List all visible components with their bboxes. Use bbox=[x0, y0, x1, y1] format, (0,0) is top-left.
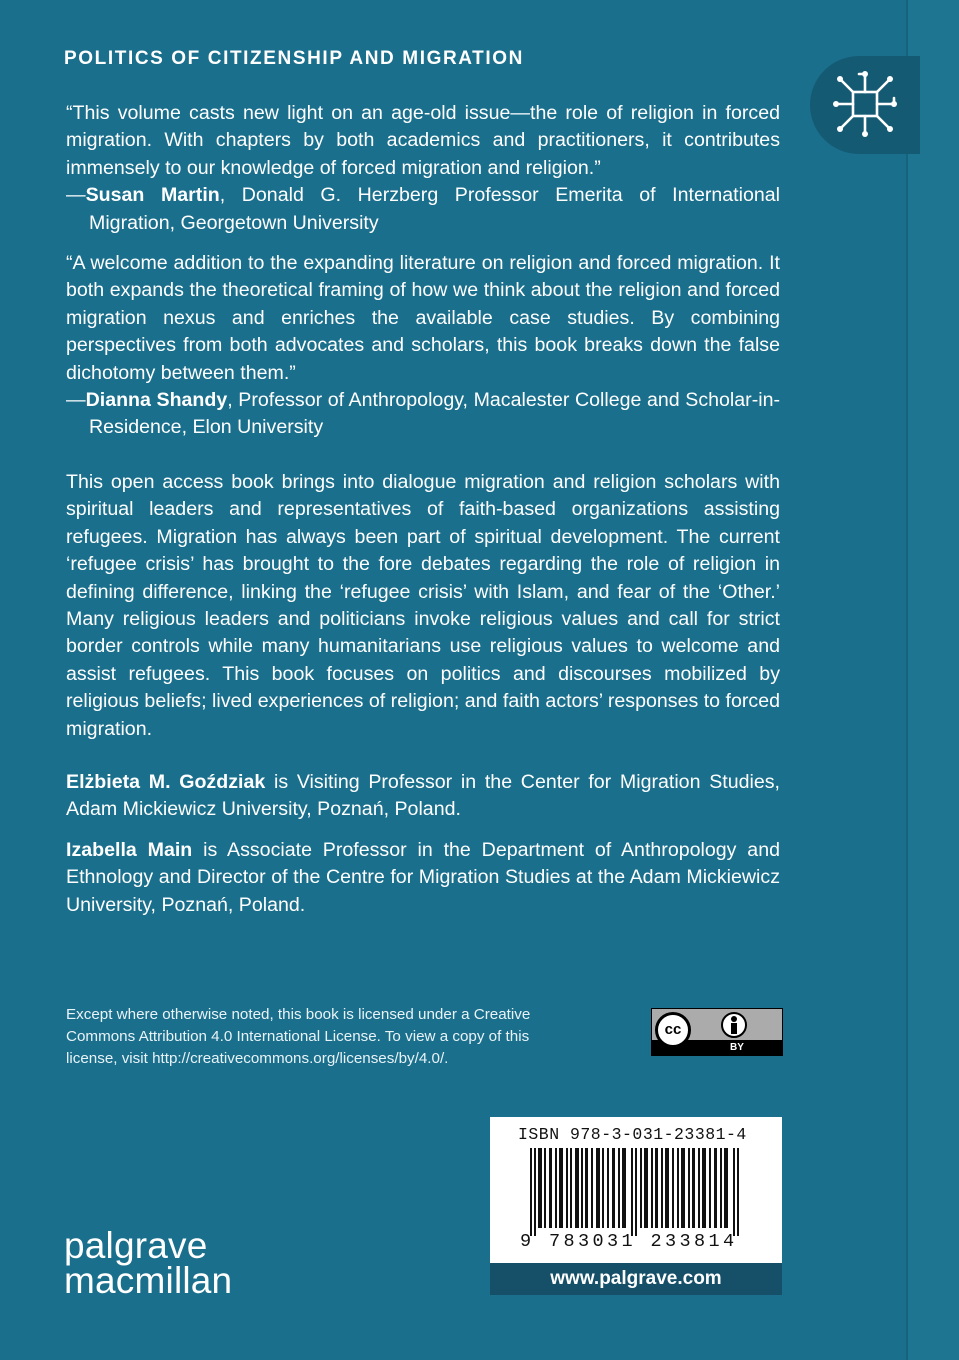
quote-2-affiliation: , Professor of Anthropology, Macalester College and Scholar-in-Residence, Elon University bbox=[89, 389, 780, 439]
quote-1-text: “This volume casts new light on an age-old issue—the role of religion in forced migration. With chapters by both academics and practitioners, it contributes immensely to our knowledge of forced migration and religion.” bbox=[66, 102, 780, 179]
isbn-label: ISBN 978-3-031-23381-4 bbox=[518, 1125, 747, 1144]
author-1-name: Elżbieta M. Goździak bbox=[66, 770, 266, 793]
quote-1-attribution bbox=[66, 182, 780, 237]
quote-2-attribution bbox=[66, 387, 780, 442]
publisher-name-line1: palgrave bbox=[64, 1225, 208, 1266]
publisher-name-line2: macmillan bbox=[64, 1260, 233, 1301]
back-cover-text bbox=[66, 100, 780, 919]
quote-2-text: “A welcome addition to the expanding literature on religion and forced migration. It both expands the theoretical framing of how we think about the religion and forced migration nexus and enriches the available case studies. By combining perspectives from both advocates and scholars, this book breaks down the false dichotomy between them.” bbox=[66, 252, 780, 384]
publisher-logo bbox=[64, 1225, 233, 1301]
attribution-person-icon bbox=[721, 1012, 747, 1038]
quote-1-affiliation: , Donald G. Herzberg Professor Emerita of International Migration, Georgetown University bbox=[89, 184, 781, 234]
book-description: This open access book brings into dialogue migration and religion scholars with spiritual leaders and representatives of faith-based organizations assisting refugees. Migration has always been part of spiritual development. The current ‘refugee crisis’ has brought to the fore debates regarding the role of religion in defining difference, linking the ‘refugee crisis’ with Islam, and fear of the ‘Other.’ Many religious leaders and politicians invoke religious values and call for strict border controls while many humanitarians use religious values to welcome and assist refugees. This book focuses on politics and discourses mobilized by religious beliefs; lived experiences of religion; and faith actors’ responses to forced migration. bbox=[66, 470, 780, 740]
quote-1-name: Susan Martin bbox=[85, 184, 220, 207]
author-1-bio: is Visiting Professor in the Center for Migration Studies, Adam Mickiewicz University, Poznań, Poland. bbox=[66, 770, 780, 821]
series-title: POLITICS OF CITIZENSHIP AND MIGRATION bbox=[64, 48, 524, 69]
isbn-barcode-box bbox=[490, 1117, 782, 1263]
quote-2-dash: — bbox=[66, 389, 86, 412]
cc-label: cc bbox=[655, 1012, 691, 1048]
author-bio-2 bbox=[66, 837, 780, 919]
spine-edge bbox=[906, 0, 908, 1360]
barcode-icon bbox=[530, 1148, 742, 1236]
spine-strip bbox=[906, 0, 959, 1360]
author-bio-1 bbox=[66, 769, 780, 824]
quote-2-name: Dianna Shandy bbox=[85, 389, 228, 412]
author-2-name: Izabella Main bbox=[66, 838, 193, 861]
isbn-digits: 9 783031 233814 bbox=[520, 1231, 738, 1252]
creative-commons-by-icon bbox=[651, 1008, 783, 1056]
author-2-bio: is Associate Professor in the Department of Anthropology and Ethnology and Director of the Centre for Migration Studies at the Adam Mickiewicz University, Poznań, Poland. bbox=[66, 838, 780, 916]
publisher-logo-tab bbox=[810, 56, 920, 154]
by-label: BY bbox=[730, 1042, 744, 1053]
license-notice: Except where otherwise noted, this book is licensed under a Creative Commons Attribution 4.0 International License. To view a copy of this license, visit http://creativecommons.org/licenses/by/4.0/. bbox=[66, 1006, 531, 1067]
quote-1-dash: — bbox=[66, 184, 86, 207]
publisher-website[interactable]: www.palgrave.com bbox=[490, 1263, 782, 1295]
palgrave-circuit-icon bbox=[826, 68, 906, 142]
